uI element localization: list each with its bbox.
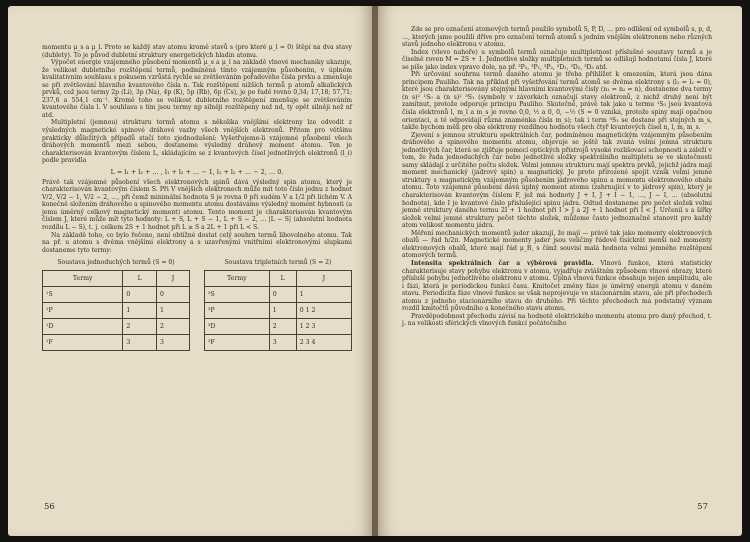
table-row — [43, 318, 190, 334]
table — [42, 270, 190, 351]
table-row — [43, 302, 190, 318]
page-number: 56 — [44, 502, 55, 512]
table-cell: 2 — [156, 318, 189, 334]
table-cell: ¹S — [43, 286, 123, 302]
table-row — [205, 334, 352, 350]
table-cell: ¹F — [43, 334, 123, 350]
table-row — [43, 334, 190, 350]
table-cell: 1 — [156, 302, 189, 318]
paragraph: Zjevení s jemnou strukturu spektrálních čar, podmíněnou magnetickým vzájemným působením dráhového a spinového momentu atomu, objevuje se ještě tak zvaná velmi jemná struktura jednotlivých čar, která se zjišťuje pomocí optických přístrojů vysoké rozlišovací schopnosti a záleží v tom, že řada jednoduchých čar nebo jednotlivé složky spektrálního multipletu se ve skutečnosti samy skládají z určitého počtu složek. Velmi jemnou strukturu mají spektra prvků, jejichž jádra mají moment mechanický (jádrový spin) a magnetický. Je proto přirozené spojit vznik velmi jemné struktury s magnetickým vzájemným působením jádrového spinu a momentu elektronového obalu atomu. Toto vzájemné působení dává úplný moment atomu (zahrnující v to jádrový spin), který je charakterisován kvantovým číslem F, jež má hodnoty J + I, J + I − 1, …, J − I, … (absolutní hodnota), kde I je kvantové číslo příslušející spinu jádra. Odtud dostaneme pro počet složek velmi jemné struktury daného termu 2I + 1 hodnot při I > J a 2J + 1 hodnot při I < J. Určeníí s a šířky složek velmi jemné struktury pečet těchto složek, můžeme často jednoznačně stanovit pro každý atom velikost momentu jádra. — [402, 131, 712, 230]
table-row — [43, 286, 190, 302]
table-cell: 3 — [156, 334, 189, 350]
table-row — [205, 318, 352, 334]
table-cell: 0 1 2 — [296, 302, 351, 318]
paragraph — [402, 260, 712, 313]
table-cell: ³P — [205, 302, 270, 318]
paragraph: Měření mechanických momentů jader ukazují, že mají — právě tak jako momenty elektronových obalů — řád h/2π. Magnetické momenty jader jsou veličiny řádově tisíckrát menší než momenty elektronových obalů, které mají řád μ_B, s čímž souvisí malá hodnota velmi jemného rozštěpení atomových termů. — [402, 229, 712, 260]
table — [204, 270, 352, 351]
right-page — [378, 6, 742, 536]
singlet-table — [42, 259, 190, 350]
paragraph: Výpočet energie vzájemného působení momentů μ_s a μ_l na základě vlnové mechaniky ukazuje, že velikost dubletního rozštěpení termů, podmíněná tímto vzájemným působením, v úplném kvalitativním souhlasu s pokusem vzrůstá rychle se zvětšováním pořadového čísla prvku a zmenšuje se při zvětšování hlavního kvantového čísla n. Tak rozštěpení nižších termů p atomů alkalických prvků, což jsou termy 2p (Li), 3p (Na), 4p (K), 5p (Rb), 6p (Cs), je po řadě rovno 0,34; 17,18; 57,71; 237,6 a 554,1 cm⁻¹. Kromě toho se velikost dubletního rozštěpení zmenšuje se zvětšováním kvantového čísla l. V souhlasu s tím jsou termy np silněji rozštěpeny než nd, ty opět silněji než nf atd. — [42, 59, 352, 119]
table-cell: 1 — [123, 302, 157, 318]
table-cell: 2 — [123, 318, 157, 334]
paragraph: Při určování souhrnu termů daného atomu je třeba přihlížet k omezením, která jsou dána principem Pauliho. Tak na příklad při vyšetřování termů atomů se dvěma elektrony s (l₁ = l₂ = 0), které jsou charakterisovány stejnými hlavními kvantovými čísly (n₁ = n₂ = n), dostaneme dva termy (n s)² ¹S₀ a (n s)² ³S₁ (symboly v závorkách označují stavy elektronů, z nichž druhý není být zamítnut, protože odporuje principu Pauliho. Skutečně, právě tak jako u termu ¹S₀ jsou kvantová čísla elektronů l, m_l a m_s je rovno 0,0, ½ a 0, 0, −½ (S = 0 vzniká, protože spiny mají opačnou orientaci, a té odpovídají různá znaménka čísla m_s); tak i term ³S₁ se dostane při stejných m_s, takže bychom měli pro oba elektrony rozdílnou hodnotu všech čtyř kvantových čísel n, l, m, m_s. — [402, 71, 712, 132]
table-cell: 1 — [269, 302, 296, 318]
paragraph: Právě tak vzájemné působení všech elektronových spinů dává výsledný spin atomu, který je charakterisován kvantovým číslem S. Při V vnějších elektronech může mít toto číslo jednu z hodnot V/2, V/2 − 1, V/2 − 2, …, při čemž minimální hodnota S je rovna 0 při sudém V a 1/2 při lichém V. A konečně složením dráhového a spinového momentu atomu dostáváme výsledný moment hybnosti (a jemu úměrný celkový magnetický moment) atomu. Tento moment je charakterisován kvantovým číslem J, které může mít tyto hodnoty: L + S, L + S − 1, L + S − 2, … |L − S| (absolutní hodnota rozdílu L − S), t. j. celkem 2S + 1 hodnot při L ≥ S a 2L + 1 při L < S. — [42, 178, 352, 232]
column-header: Termy — [205, 270, 270, 286]
paragraph: Index (vlevo nahoře) u symbolů termů označuje multipletnost příslušné soustavy termů a je číselně roven M = 2S + 1. Jednotlivé složky multipletních termů se odlišují hodnotami čísla J, které se píše jako index vpravo dole, na př. ³P₀, ³P₁, ³P₂, ³D₁, ³D₂, ³D₃ atd. — [402, 48, 712, 71]
term-tables — [42, 259, 352, 350]
equation-L: L = l₁ + l₂ + … , l₁ + l₂ + … − 1, l₁ + l₂ + … − 2, … 0. — [110, 167, 284, 176]
triplet-table — [204, 259, 352, 350]
paragraph: Na základě toho, co bylo řečeno, není obtížné dostat celý souhrn termů libovolného atomu. Tak na př. u atomu s dvěma vnějšími elektrony a s uzavřenými vnitřními elektronovými slupkami dostaneme tyto termy: — [42, 231, 352, 254]
paragraph: Pravděpodobnost přechodu závisí na hodnotě elektrického momentu atomu pro daný přechod, t. j. na velikosti sférických vlnových funkcí počátečního — [402, 312, 712, 328]
table-cell: 3 — [123, 334, 157, 350]
column-header: L — [269, 270, 296, 286]
column-header: J — [296, 270, 351, 286]
paragraph: momentu μ_s a μ_l. Proto se každý stav atomu kromě stavů s (pro které μ_l = 0) štěpí na dva stavy (dublety). To je původ dubletní struktury energetických hladin atomu. — [42, 44, 352, 59]
table-caption: Soustava jednoduchých termů (S = 0) — [57, 259, 175, 267]
table-row — [205, 286, 352, 302]
table-cell: 2 3 4 — [296, 334, 351, 350]
column-header: L — [123, 270, 157, 286]
table-cell: ¹P — [43, 302, 123, 318]
table-cell: 2 — [269, 318, 296, 334]
paragraph: Zde se pro označení atomových termů použilo symbolů S, P, D, … pro odlišení od symbolů s, p, d, …, kterých jsme použili dříve pro označení termů atomů s jedním vnějším elektronem nebo různých stavů jednoho elektronu v atomu. — [402, 26, 712, 49]
table-cell: 3 — [269, 334, 296, 350]
table-cell: 0 — [156, 286, 189, 302]
page-number: 57 — [697, 502, 708, 512]
table-cell: 0 — [269, 286, 296, 302]
left-page — [8, 6, 372, 536]
table-cell: 0 — [123, 286, 157, 302]
paragraph-text: Vlnová funkce, která statisticky charakterisuje stavy pohybu elektronu v atomu, vyjadřuje zvláštním způsobem vlnové obrazy, které přísluší pohybu jednotlivého elektronu v atomu. Úplná vlnová funkce obsahuje nejen amplitudu, ale i fázi, která je periodickou funkcí času. Kmitočet změny fáze je úměrný energii atomu v daném stavu. Periodicita fáze vlnové funkce se však neprojevuje ve stacionárním stavu, ale při přechodech atomu z jednoho stacionárního stavu do druhého. Při těchto přechodech má podstatný význam rozdíl kmitočtů původního a konečného stavu atomu. — [402, 259, 712, 313]
table-caption: Soustava tripletních termů (S = 2) — [224, 259, 332, 267]
table-cell: 1 — [296, 286, 351, 302]
column-header: Termy — [43, 270, 123, 286]
table-cell: ³D — [205, 318, 270, 334]
table-cell: ³S — [205, 286, 270, 302]
open-book — [8, 6, 742, 536]
column-header: J — [156, 270, 189, 286]
section-title: Intensita spektrálních čar a výběrová pravidla. — [411, 259, 594, 267]
table-row — [205, 302, 352, 318]
table-cell: ¹D — [43, 318, 123, 334]
table-cell: 1 2 3 — [296, 318, 351, 334]
paragraph: Multipletní (jemnou) strukturu termů atomu s několika vnějšími elektrony lze odvodit z výsledných magnetické spinové dráhové vazby všech vnějších elektronů. Přitom pro většinu prakticky důležitých případů stačí toto zjednodušení: Vyšetřujeme-li vzájemné působení všech dráhových momentů mezi sebou, dostaneme výsledný dráhový moment atomu. Ten je charakterisován kvantovým číslem L, skládajícím se z kvantových čísel jednotlivých elektronů (l_i) podle pravidla — [42, 119, 352, 165]
table-cell: ³F — [205, 334, 270, 350]
